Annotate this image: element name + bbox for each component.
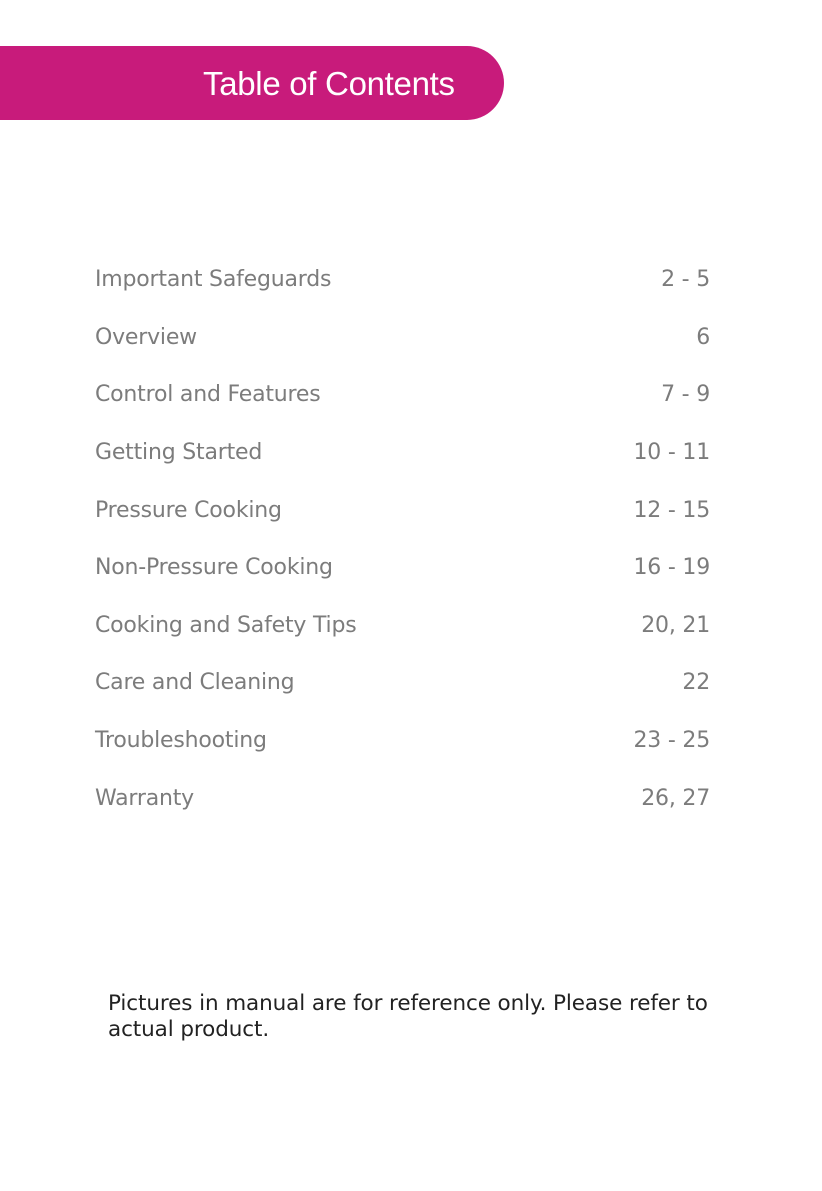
toc-entry-pages: 10 - 11 [633,440,710,466]
toc-entry-label: Non-Pressure Cooking [95,555,333,581]
toc-entry-label: Warranty [95,785,195,811]
toc-entry-label: Important Safeguards [95,267,332,293]
toc-entry-pages: 20, 21 [641,612,710,638]
toc-entry-warranty[interactable] [95,769,710,827]
toc-entry-pages: 23 - 25 [633,728,710,754]
toc-entry-troubleshooting[interactable] [95,712,710,770]
toc-entry-non-pressure-cooking[interactable] [95,539,710,597]
reference-disclaimer: Pictures in manual are for reference only. Please refer to actual product. [108,991,708,1042]
toc-entry-pages: 6 [696,324,710,350]
toc-entry-pages: 2 - 5 [661,267,710,293]
toc-entry-overview[interactable] [95,309,710,367]
toc-entry-pages: 7 - 9 [661,382,710,408]
toc-entry-pressure-cooking[interactable] [95,481,710,539]
page-title: Table of Contents [203,65,455,102]
toc-entry-care-and-cleaning[interactable] [95,654,710,712]
toc-entry-label: Cooking and Safety Tips [95,612,357,638]
toc-entry-getting-started[interactable] [95,424,710,482]
toc-entry-label: Overview [95,324,197,350]
toc-entry-label: Getting Started [95,440,263,466]
toc-entry-label: Pressure Cooking [95,497,282,523]
toc-entry-important-safeguards[interactable] [95,251,710,309]
toc-entry-pages: 12 - 15 [633,497,710,523]
toc-entry-pages: 26, 27 [641,785,710,811]
toc-entry-pages: 16 - 19 [633,555,710,581]
toc-list [95,251,710,827]
toc-entry-label: Troubleshooting [95,728,267,754]
toc-entry-label: Care and Cleaning [95,670,295,696]
toc-entry-label: Control and Features [95,382,321,408]
toc-entry-pages: 22 [682,670,710,696]
toc-entry-cooking-and-safety-tips[interactable] [95,597,710,655]
toc-entry-control-and-features[interactable] [95,366,710,424]
